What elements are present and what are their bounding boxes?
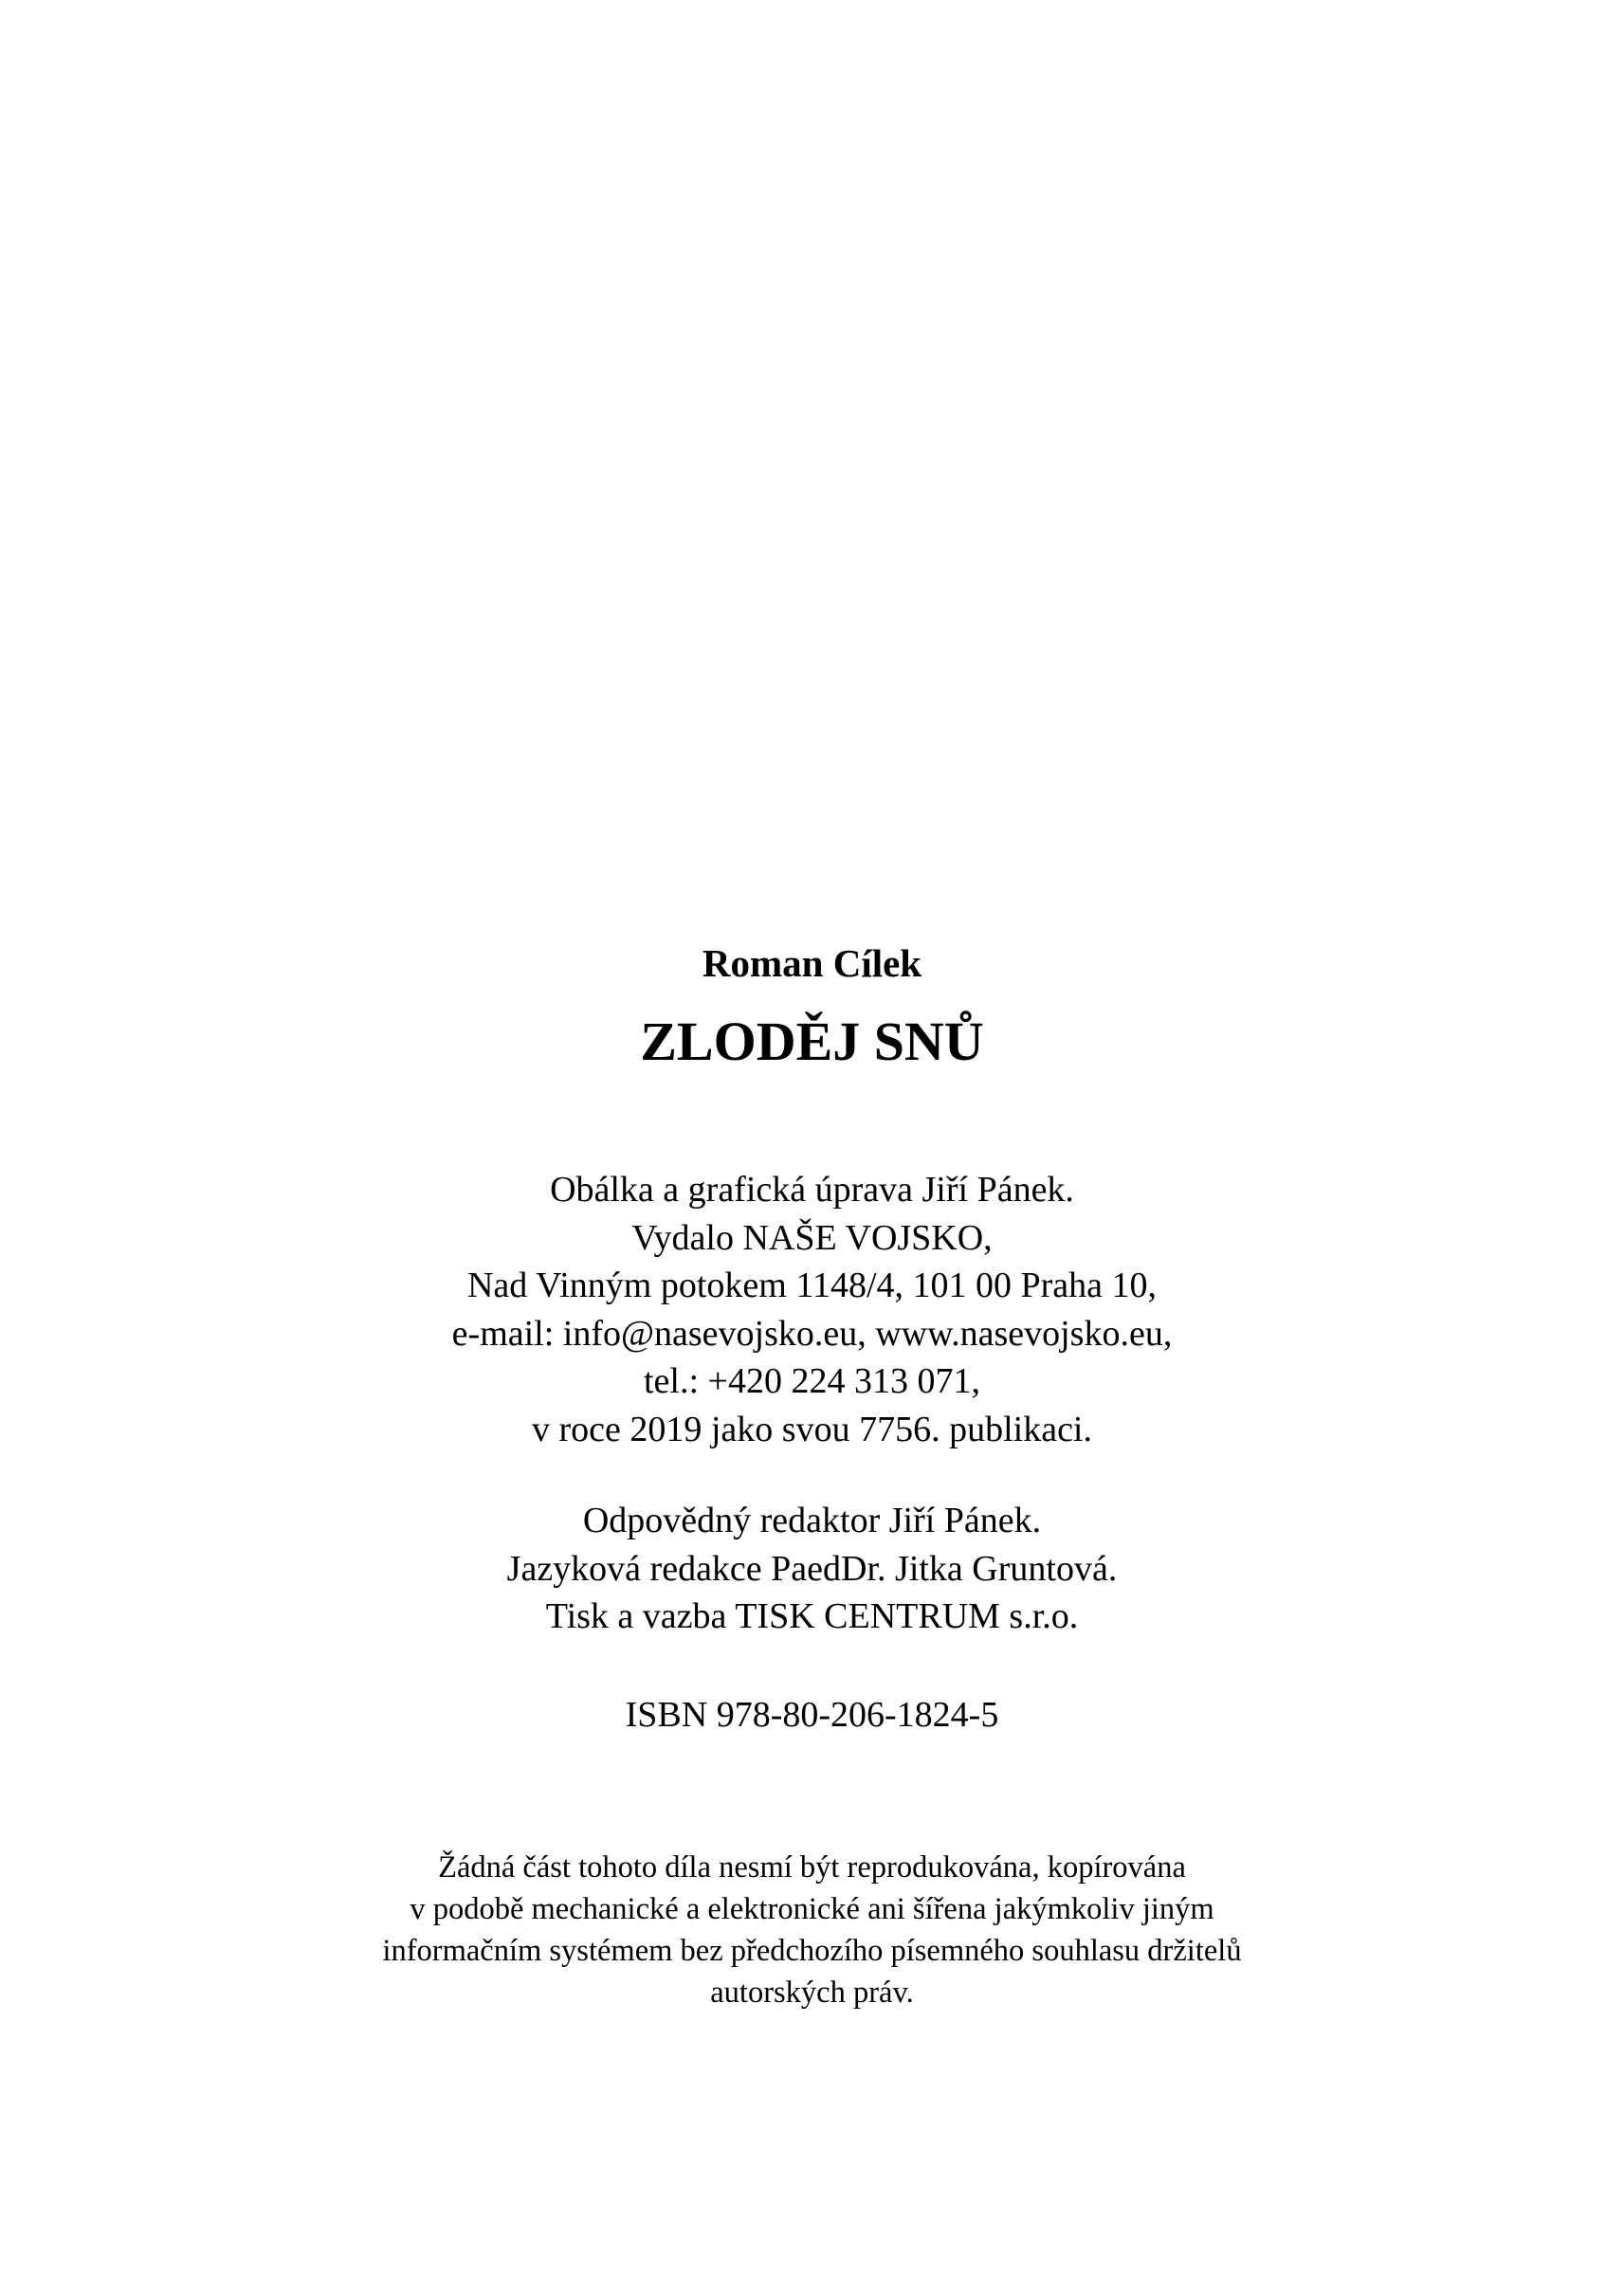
copyright-notice: [0, 1847, 1624, 2013]
editorial-line-printer: Tisk a vazba TISK CENTRUM s.r.o.: [545, 1596, 1079, 1636]
editorial-line-editor: Odpovědný redaktor Jiří Pánek.: [582, 1501, 1042, 1540]
copyright-notice-line: v podobě mechanické a elektronické ani šířena jakýmkoliv jiným: [410, 1892, 1214, 1926]
imprint-line-phone: tel.: +420 224 313 071,: [644, 1361, 980, 1401]
imprint-line-contact: e-mail: info@nasevojsko.eu, www.nasevojsko.eu,: [451, 1313, 1173, 1354]
imprint-line-year: v roce 2019 jako svou 7756. publikaci.: [531, 1409, 1092, 1449]
copyright-notice-line: informačním systémem bez předchozího písemného souhlasu držitelů: [382, 1934, 1242, 1968]
imprint-line-publisher: Vydalo NAŠE VOJSKO,: [631, 1217, 993, 1258]
imprint-block: [0, 1166, 1624, 1453]
copyright-notice-line: autorských práv.: [710, 1976, 914, 2010]
imprint-line-address: Nad Vinným potokem 1148/4, 101 00 Praha 10,: [466, 1266, 1158, 1305]
imprint-line-cover-design: Obálka a grafická úprava Jiří Pánek.: [550, 1170, 1074, 1210]
isbn: ISBN 978-80-206-1824-5: [625, 1695, 999, 1735]
book-author: Roman Cílek: [702, 941, 922, 985]
book-title: ZLODĚJ SNŮ: [640, 1011, 984, 1072]
editorial-line-language-editor: Jazyková redakce PaedDr. Jitka Gruntová.: [506, 1548, 1118, 1589]
copyright-notice-line: Žádná část tohoto díla nesmí být reprodukována, kopírována: [438, 1850, 1186, 1885]
editorial-block: [0, 1497, 1624, 1641]
